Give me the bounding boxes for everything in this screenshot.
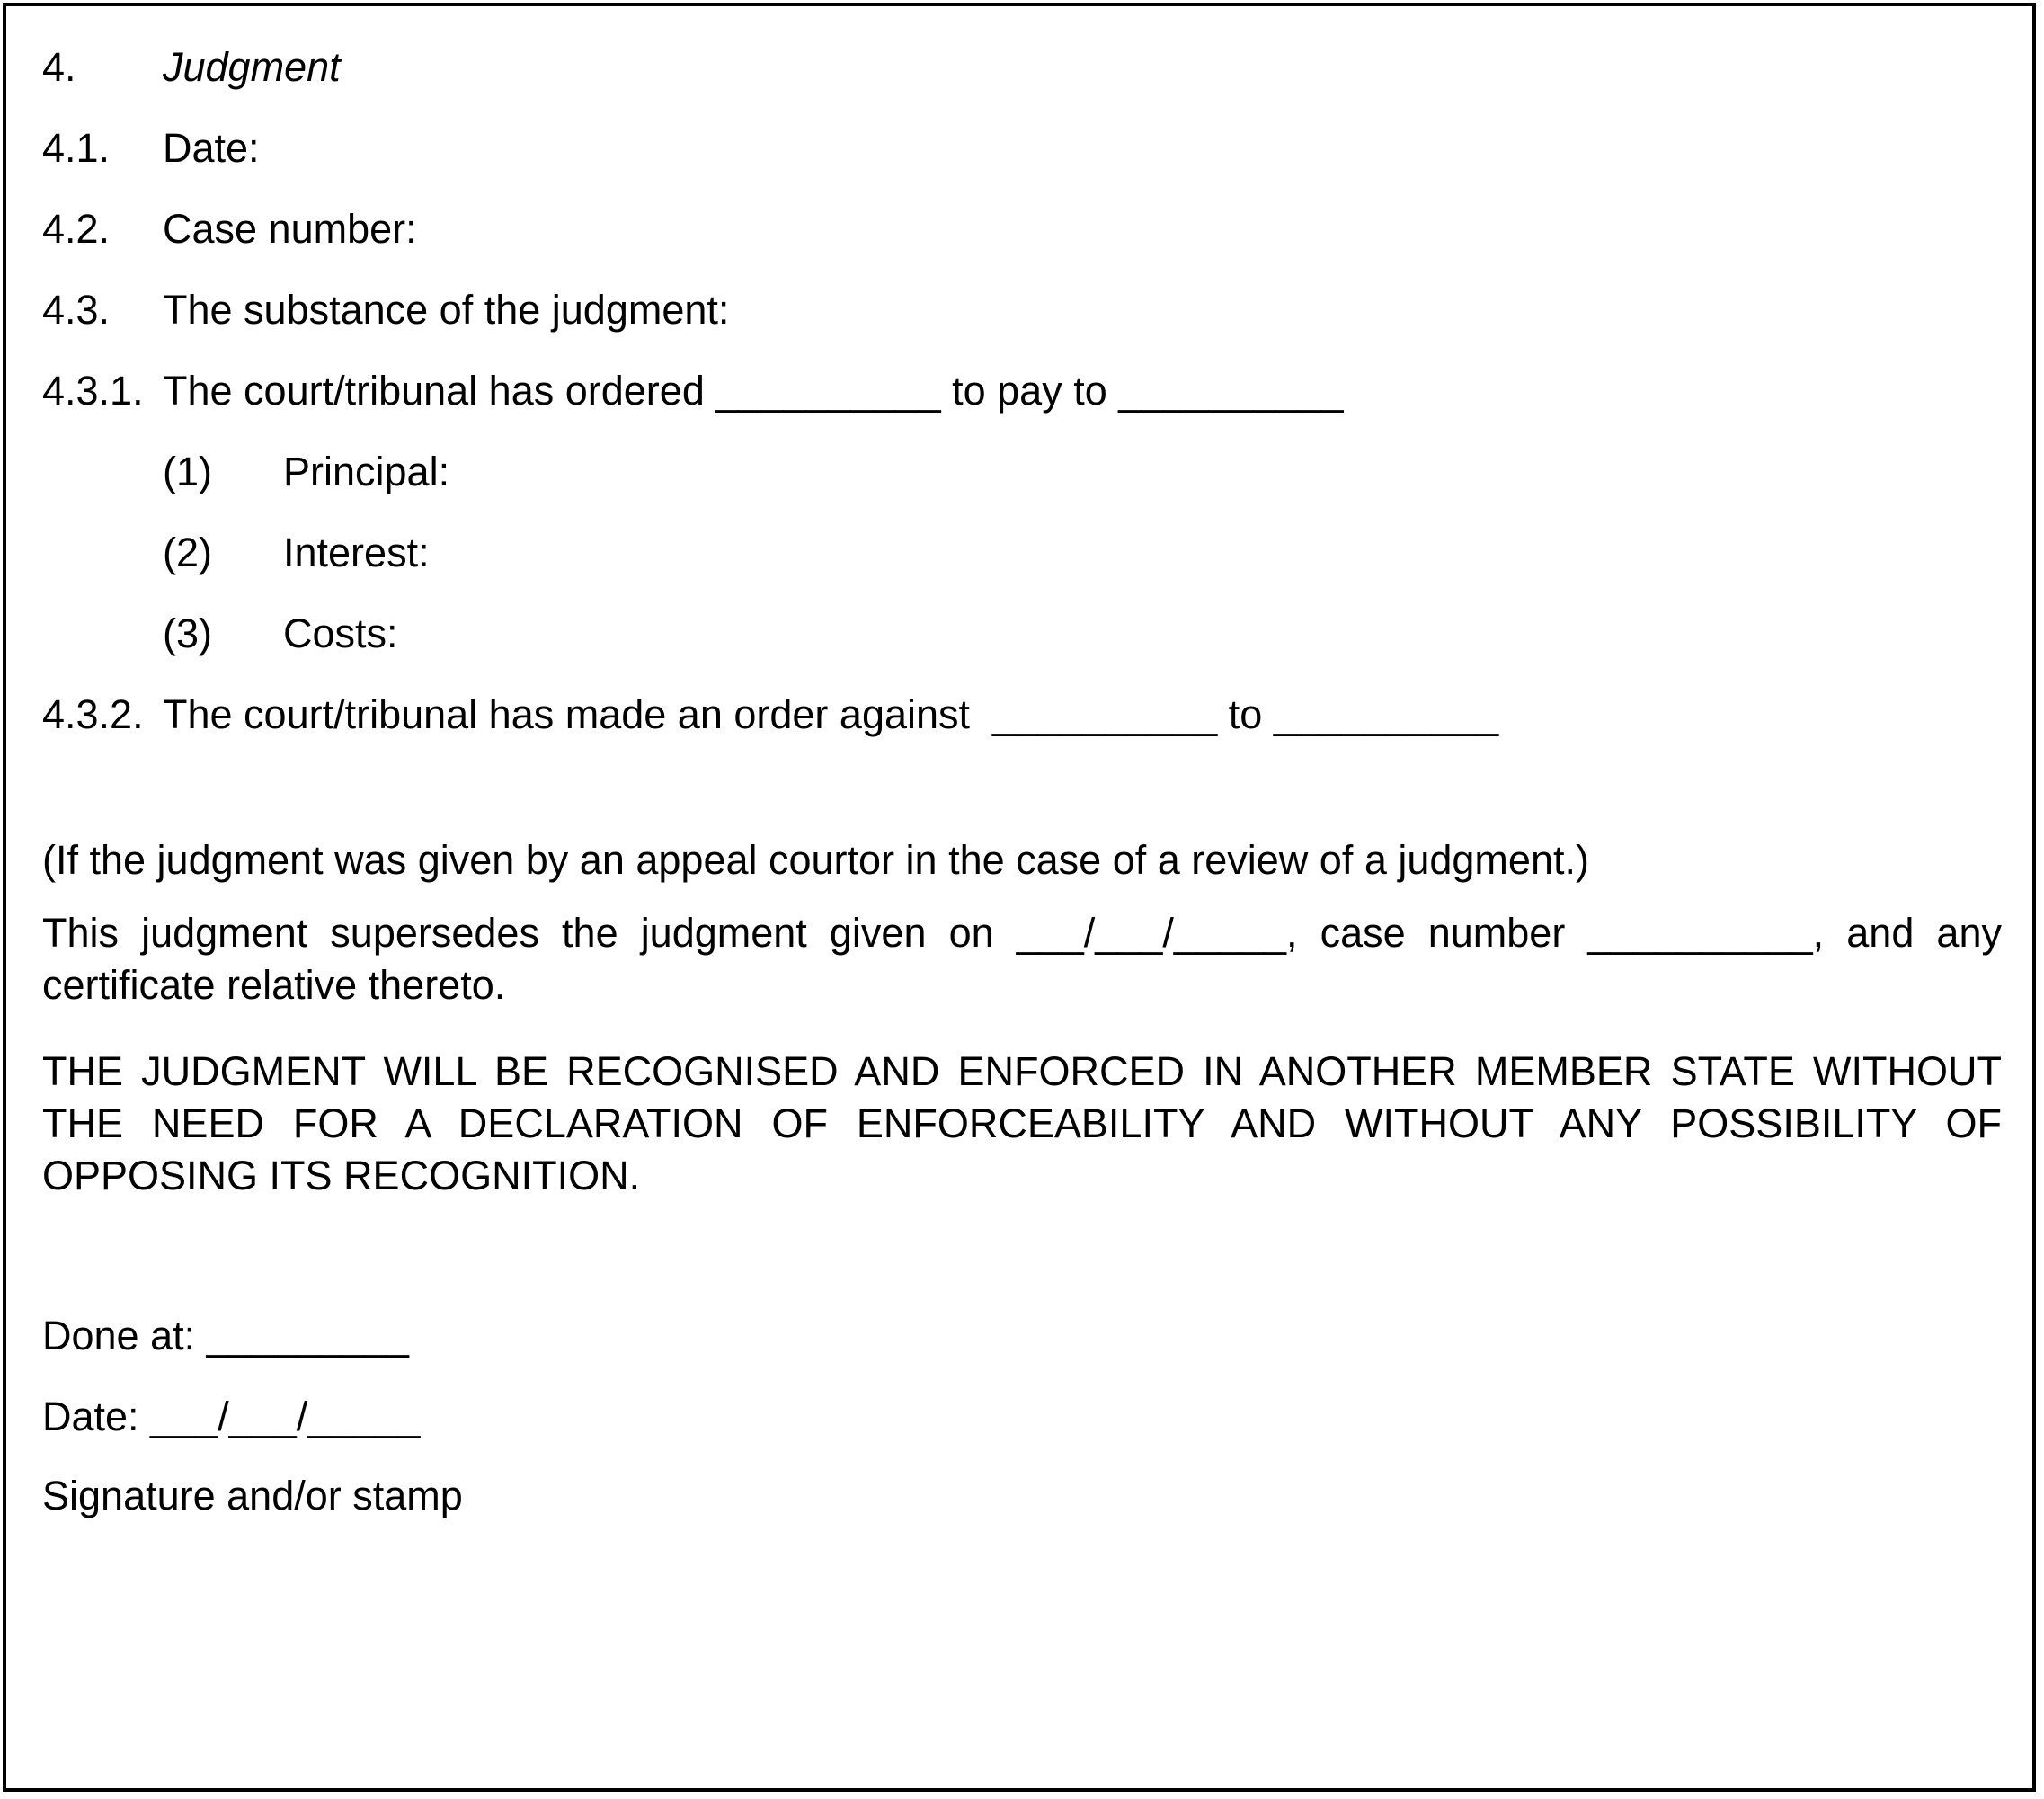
subitem-label-interest: Interest: (283, 530, 430, 575)
done-at-line: Done at: _________ (42, 1313, 409, 1358)
item-number-4-3: 4.3. (42, 287, 111, 333)
appeal-note: (If the judgment was given by an appeal courtor in the case of a review of a judgment.) (42, 837, 1589, 883)
item-label-substance: The substance of the judgment: (163, 287, 730, 333)
subitem-label-costs: Costs: (283, 610, 398, 656)
form-border (3, 3, 2036, 1792)
signature-stamp-label: Signature and/or stamp (42, 1473, 463, 1518)
item-label-date: Date: (163, 125, 260, 171)
item-number-4-2: 4.2. (42, 206, 111, 252)
item-label-order-against: The court/tribunal has made an order against __________ to __________ (163, 691, 1499, 737)
subitem-number-3: (3) (163, 610, 212, 656)
supersedes-paragraph: This judgment supersedes the judgment given on ___/___/_____, case number __________, and any certificate relative thereto. (42, 910, 2002, 1008)
item-label-case-number: Case number: (163, 206, 417, 252)
item-number-4-1: 4.1. (42, 125, 111, 171)
section-number: 4. (42, 44, 76, 90)
item-number-4-3-2: 4.3.2. (42, 691, 144, 737)
subitem-number-2: (2) (163, 530, 212, 575)
item-number-4-3-1: 4.3.1. (42, 368, 144, 414)
recognition-notice: THE JUDGMENT WILL BE RECOGNISED AND ENFORCED IN ANOTHER MEMBER STATE WITHOUT THE NEED FOR A DECLARATION OF ENFORCEABILITY AND WITHOUT ANY POSSIBILITY OF OPPOSING ITS RECOGNITION. (42, 1048, 2002, 1198)
subitem-number-1: (1) (163, 449, 212, 494)
item-label-ordered-to-pay: The court/tribunal has ordered __________ to pay to __________ (163, 368, 1344, 414)
subitem-label-principal: Principal: (283, 449, 450, 494)
section-title: Judgment (163, 44, 341, 90)
date-line: Date: ___/___/_____ (42, 1394, 421, 1439)
